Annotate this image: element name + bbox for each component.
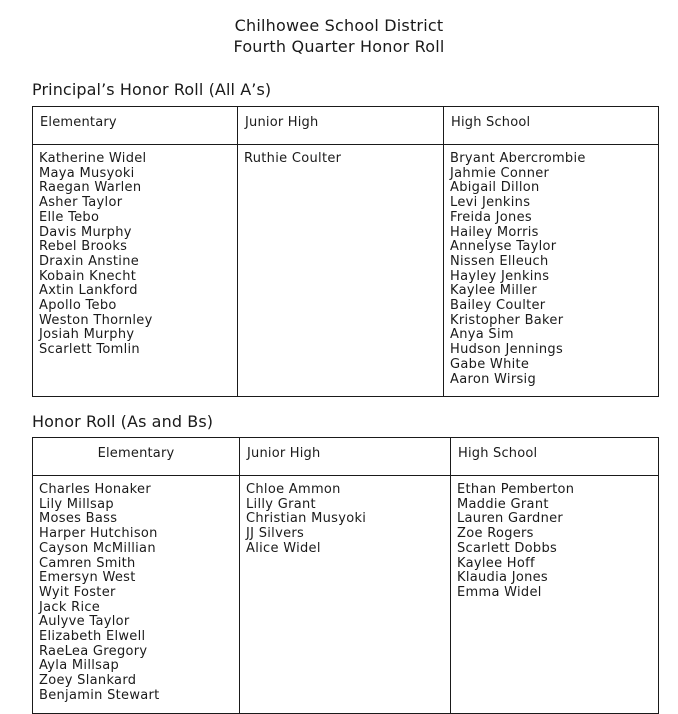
list-item: Scarlett Tomlin: [39, 342, 140, 358]
list-item: Camren Smith: [39, 555, 136, 571]
list-item: JJ Silvers: [246, 526, 305, 542]
list-item: Cayson McMillian: [39, 540, 156, 556]
list-item: Lilly Grant: [246, 496, 316, 512]
table-row: [33, 145, 659, 397]
list-item: Raegan Warlen: [39, 180, 142, 196]
list-item: Katherine Widel: [39, 151, 147, 166]
name-list: [33, 145, 237, 358]
list-item: Kaylee Hoff: [457, 555, 535, 571]
list-item: Jack Rice: [39, 599, 101, 615]
list-item: Apollo Tebo: [39, 298, 117, 314]
high-school-names-cell: [451, 476, 659, 714]
name-list: [444, 145, 658, 387]
list-item: Rebel Brooks: [39, 239, 128, 255]
honor-roll-title: Fourth Quarter Honor Roll: [233, 37, 445, 56]
table-header-row: [33, 438, 659, 476]
list-item: Aaron Wirsig: [450, 371, 537, 387]
list-item: Elle Tebo: [39, 209, 100, 225]
column-header-junior-high: Junior High: [238, 107, 444, 145]
list-item: Kaylee Miller: [450, 283, 537, 299]
list-item: Freida Jones: [450, 209, 532, 225]
list-item: Weston Thornley: [39, 312, 153, 328]
list-item: Levi Jenkins: [450, 195, 531, 211]
list-item: RaeLea Gregory: [39, 643, 148, 659]
district-title: Chilhowee School District: [234, 16, 444, 35]
list-item: Moses Bass: [39, 511, 118, 527]
list-item: Ayla Millsap: [39, 658, 120, 674]
honor-roll-table: [32, 437, 659, 714]
list-item: Bailey Coulter: [450, 298, 546, 314]
list-item: Draxin Anstine: [39, 253, 140, 269]
list-item: Jahmie Conner: [450, 165, 550, 181]
list-item: Elizabeth Elwell: [39, 629, 146, 645]
junior-high-names-cell: [240, 476, 451, 714]
list-item: Asher Taylor: [39, 195, 123, 211]
list-item: Chloe Ammon: [246, 482, 341, 497]
list-item: Maya Musyoki: [39, 165, 135, 181]
list-item: Harper Hutchison: [39, 526, 158, 542]
honor-roll-heading: Honor Roll (As and Bs): [32, 412, 214, 431]
list-item: Anya Sim: [450, 327, 514, 343]
column-header-high-school: High School: [451, 438, 659, 476]
list-item: Kobain Knecht: [39, 268, 137, 284]
list-item: Alice Widel: [246, 540, 321, 556]
table-header-row: [33, 107, 659, 145]
column-header-elementary: Elementary: [33, 438, 240, 476]
list-item: Maddie Grant: [457, 496, 549, 512]
list-item: Lily Millsap: [39, 496, 114, 512]
name-list: [33, 476, 239, 704]
list-item: Scarlett Dobbs: [457, 540, 558, 556]
list-item: Nissen Elleuch: [450, 253, 549, 269]
list-item: Abigail Dillon: [450, 180, 540, 196]
list-item: Emersyn West: [39, 570, 136, 586]
name-list: [240, 476, 450, 557]
table-row: [33, 476, 659, 714]
name-list: [238, 145, 443, 167]
list-item: Hudson Jennings: [450, 342, 564, 358]
principals-honor-roll-heading: Principal’s Honor Roll (All A’s): [32, 80, 272, 99]
list-item: Charles Honaker: [39, 482, 151, 497]
list-item: Annelyse Taylor: [450, 239, 557, 255]
list-item: Lauren Gardner: [457, 511, 564, 527]
list-item: Aulyve Taylor: [39, 614, 130, 630]
high-school-names-cell: [444, 145, 659, 397]
list-item: Klaudia Jones: [457, 570, 549, 586]
junior-high-names-cell: [238, 145, 444, 397]
list-item: Josiah Murphy: [39, 327, 135, 343]
elementary-names-cell: [33, 476, 240, 714]
list-item: Kristopher Baker: [450, 312, 564, 328]
list-item: Gabe White: [450, 356, 530, 372]
list-item: Hayley Jenkins: [450, 268, 550, 284]
list-item: Bryant Abercrombie: [450, 151, 586, 166]
list-item: Davis Murphy: [39, 224, 132, 240]
column-header-junior-high: Junior High: [240, 438, 451, 476]
list-item: Axtin Lankford: [39, 283, 138, 299]
name-list: [451, 476, 658, 601]
column-header-elementary: Elementary: [33, 107, 238, 145]
principals-honor-roll-table: [32, 106, 659, 397]
column-header-high-school: High School: [444, 107, 659, 145]
list-item: Christian Musyoki: [246, 511, 367, 527]
list-item: Benjamin Stewart: [39, 687, 160, 703]
elementary-names-cell: [33, 145, 238, 397]
list-item: Zoe Rogers: [457, 526, 534, 542]
list-item: Zoey Slankard: [39, 673, 137, 689]
list-item: Ethan Pemberton: [457, 482, 575, 497]
list-item: Hailey Morris: [450, 224, 539, 240]
list-item: Ruthie Coulter: [244, 151, 342, 166]
list-item: Emma Widel: [457, 584, 542, 600]
list-item: Wyit Foster: [39, 584, 116, 600]
